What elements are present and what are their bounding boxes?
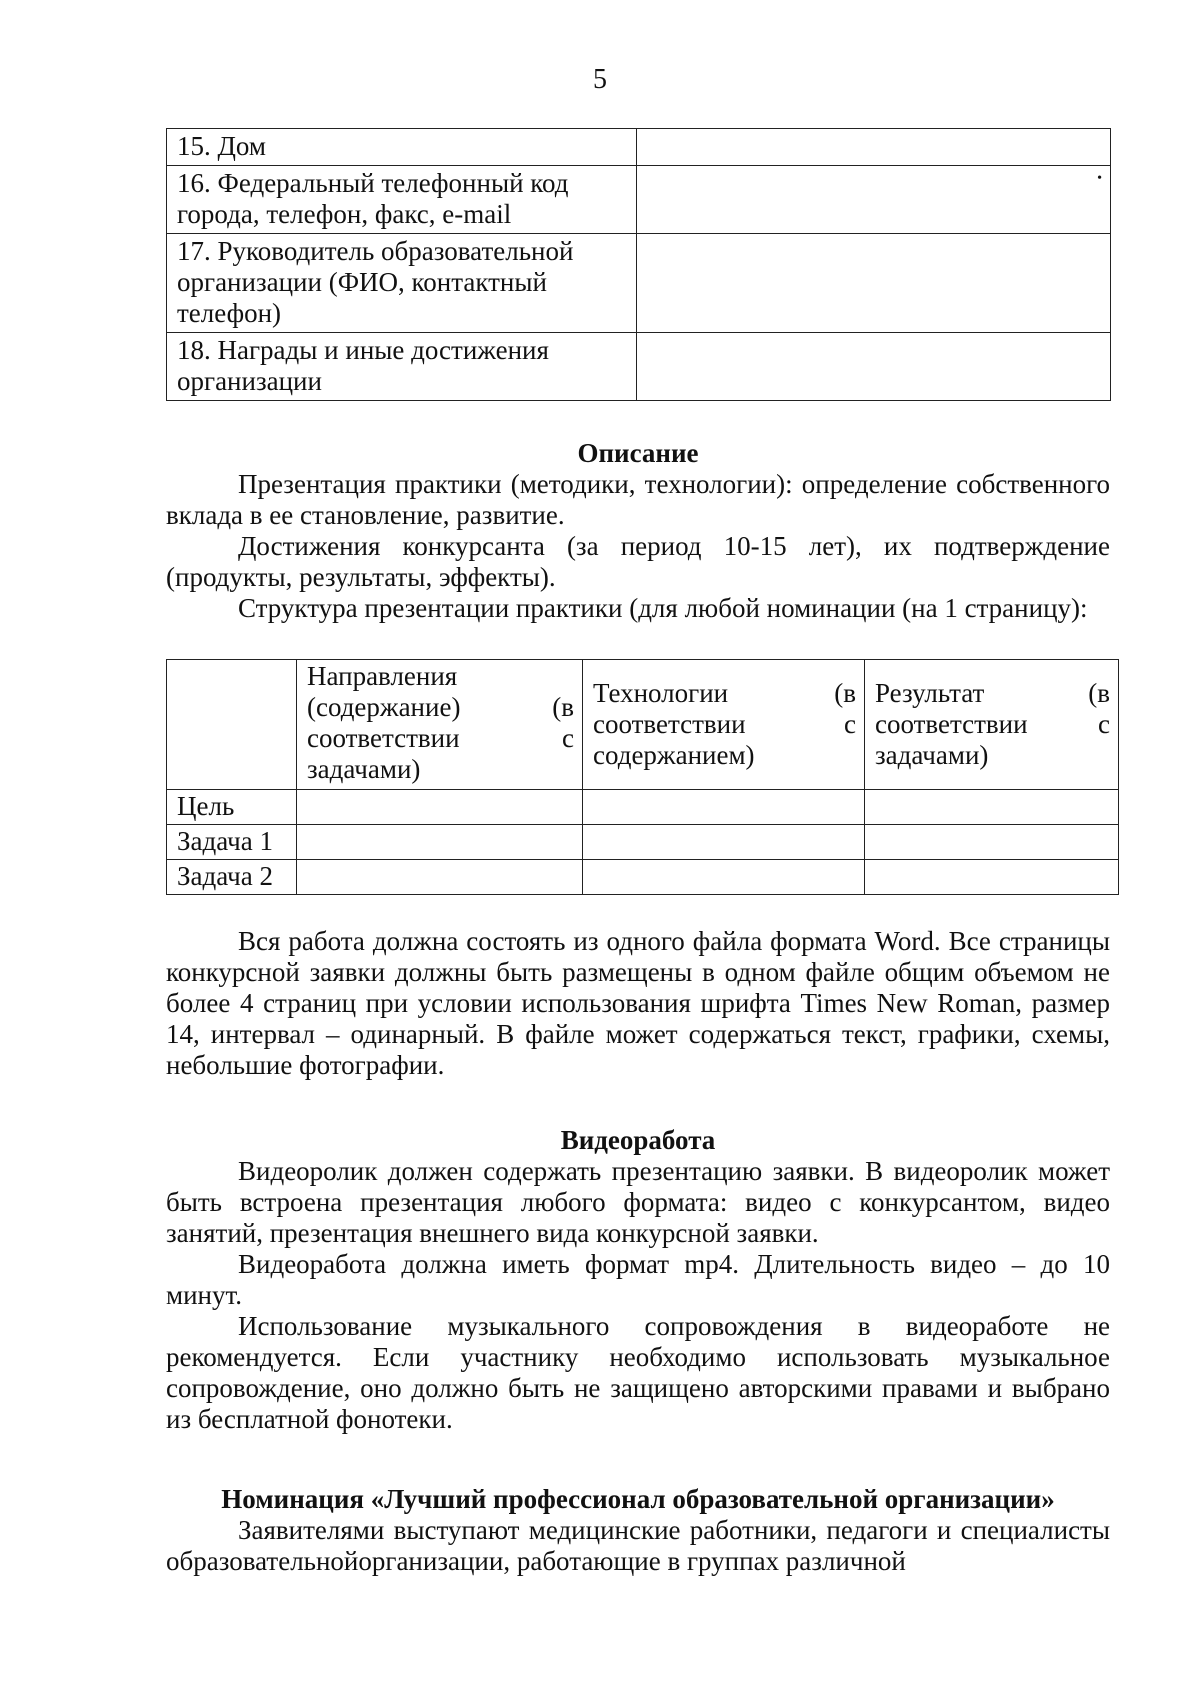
- video-paragraph: Использование музыкального сопровождения в видеоработе не рекомендуется. Если участнику необходимо использовать музыкальное сопровождение, оно должно быть не защищено авторскими правами и выбрано из бесплатной фонотеки.: [166, 1311, 1110, 1434]
- presentation-structure-table: [166, 659, 1119, 895]
- file-requirements-paragraph: Вся работа должна состоять из одного файла формата Word. Все страницы конкурсной заявки должны быть размещены в одном файле общим объемом не более 4 страниц при условии использования шрифта Times New Roman, размер 14, интервал – одинарный. В файле может содержаться текст, графики, схемы, небольшие фотографии.: [166, 926, 1110, 1080]
- empty-cell[interactable]: [297, 825, 583, 860]
- page-number: 5: [593, 64, 607, 95]
- row-label: 17. Руководитель образовательной организации (ФИО, контактный телефон): [167, 234, 637, 333]
- row-value[interactable]: [637, 129, 1111, 166]
- nomination-paragraph: Заявителями выступают медицинские работники, педагоги и специалисты образовательнойорганизации, работающие в группах различной: [166, 1515, 1110, 1576]
- empty-cell[interactable]: [865, 790, 1119, 825]
- header-cell: Технологии (в соответствии с содержанием): [583, 660, 865, 790]
- empty-cell[interactable]: [865, 825, 1119, 860]
- table-header-row: [167, 660, 1119, 790]
- empty-cell[interactable]: [297, 790, 583, 825]
- empty-cell[interactable]: [297, 860, 583, 895]
- table-row: [167, 129, 1111, 166]
- row-value[interactable]: [637, 333, 1111, 401]
- nomination-heading: Номинация «Лучший профессионал образовательной организации»: [221, 1484, 1055, 1514]
- description-section: [166, 438, 1110, 624]
- row-label: Задача 2: [167, 860, 297, 895]
- description-paragraph: Достижения конкурсанта (за период 10-15 лет), их подтверждение (продукты, результаты, эффекты).: [166, 531, 1110, 592]
- table-row: [167, 860, 1119, 895]
- description-paragraph: Структура презентации практики (для любой номинации (на 1 страницу):: [238, 593, 1088, 623]
- video-section: [166, 1125, 1110, 1435]
- row-value[interactable]: [637, 166, 1111, 234]
- row-label: Задача 1: [167, 825, 297, 860]
- description-heading: Описание: [577, 438, 699, 468]
- empty-cell[interactable]: [583, 825, 865, 860]
- row-label: 15. Дом: [167, 129, 637, 166]
- empty-cell[interactable]: [865, 860, 1119, 895]
- description-paragraph: Презентация практики (методики, технологии): определение собственного вклада в ее становление, развитие.: [166, 469, 1110, 530]
- table-row: [167, 234, 1111, 333]
- row-label: Цель: [167, 790, 297, 825]
- organization-info-table: [166, 128, 1111, 401]
- nomination-section: [166, 1484, 1110, 1577]
- video-heading: Видеоработа: [560, 1125, 716, 1155]
- row-value[interactable]: [637, 234, 1111, 333]
- table-row: [167, 333, 1111, 401]
- header-cell: Направления (содержание) (в соответствии с задачами): [297, 660, 583, 790]
- table-row: [167, 825, 1119, 860]
- table-row: [167, 166, 1111, 234]
- row-label: 18. Награды и иные достижения организации: [167, 333, 637, 401]
- table-row: [167, 790, 1119, 825]
- video-paragraph: Видеоролик должен содержать презентацию заявки. В видеоролик может быть встроена презентация любого формата: видео с конкурсантом, видео занятий, презентация внешнего вида конкурсной заявки.: [166, 1156, 1110, 1248]
- header-cell: [167, 660, 297, 790]
- dot-mark: •: [1097, 171, 1102, 186]
- empty-cell[interactable]: [583, 790, 865, 825]
- empty-cell[interactable]: [583, 860, 865, 895]
- file-requirements-section: [166, 926, 1110, 1081]
- row-label: 16. Федеральный телефонный код города, телефон, факс, e-mail: [167, 166, 637, 234]
- header-cell: Результат (в соответствии с задачами): [865, 660, 1119, 790]
- video-paragraph: Видеоработа должна иметь формат mp4. Длительность видео – до 10 минут.: [166, 1249, 1110, 1310]
